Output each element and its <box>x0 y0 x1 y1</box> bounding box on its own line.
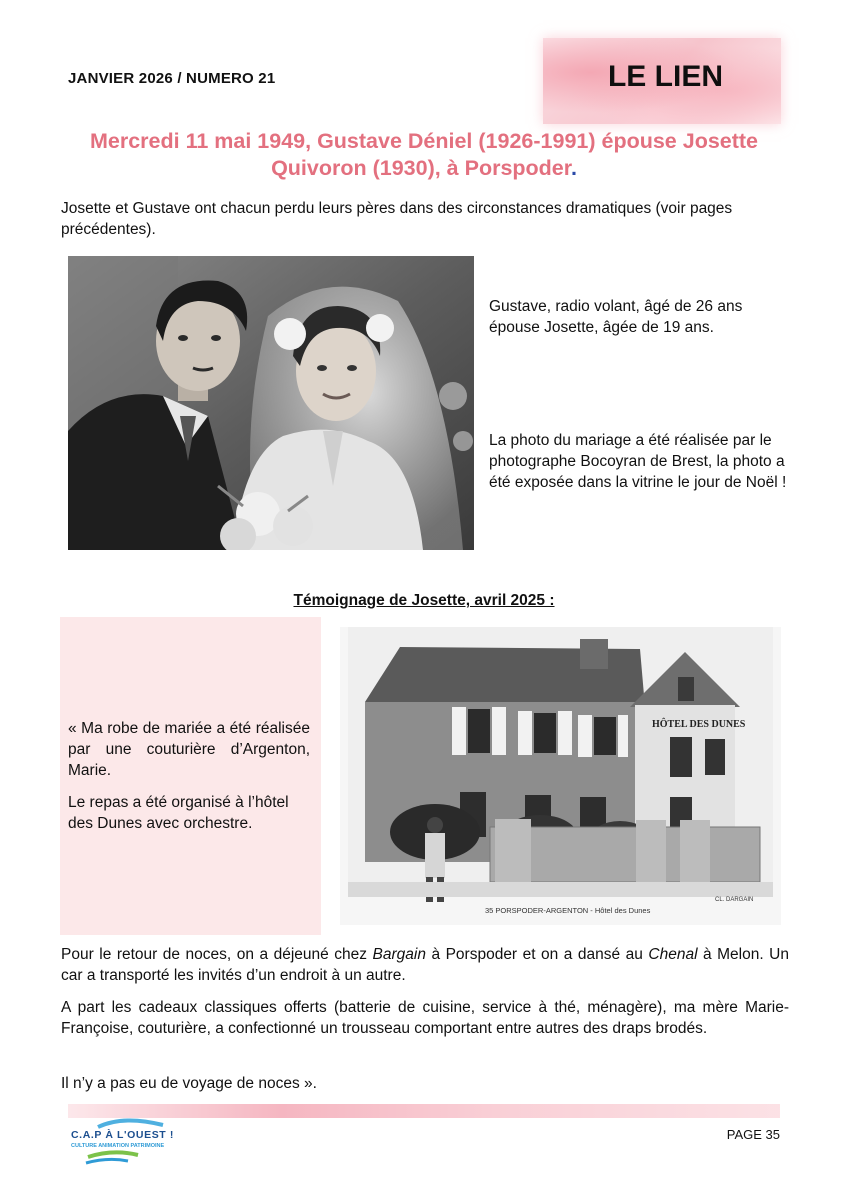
headline-line2: Quivoron (1930), à Porspoder <box>271 156 571 180</box>
paragraph-no-honeymoon: Il n’y a pas eu de voyage de noces ». <box>61 1075 317 1092</box>
testimony-title: Témoignage de Josette, avril 2025 : <box>293 592 555 609</box>
wedding-photo-illustration <box>68 256 474 550</box>
p1-chenal: Chenal <box>648 946 698 963</box>
footer-band <box>68 1104 780 1118</box>
paragraph-gifts: A part les cadeaux classiques offerts (batterie de cuisine, service à thé, ménagère), ma mère Marie-Françoise, couturière, a confectionné un trousseau comportant entre autres des draps brodés. <box>61 999 789 1037</box>
newsletter-title: LE LIEN <box>607 60 723 93</box>
quote-meal: Le repas a été organisé à l’hôtel des Dunes avec orchestre. <box>68 794 289 832</box>
headline-line1: Mercredi 11 mai 1949, Gustave Déniel (1926-1991) épouse Josette <box>89 129 759 153</box>
photo-caption-photographer: La photo du mariage a été réalisée par le photographe Bocoyran de Brest, la photo a été exposée dans la vitrine le jour de Noël ! <box>489 432 787 491</box>
intro-paragraph: Josette et Gustave ont chacun perdu leurs pères dans des circonstances dramatiques (voir pages précédentes). <box>61 200 733 238</box>
cap-logo <box>68 1117 178 1169</box>
p1-text-a: Pour le retour de noces, on a déjeuné chez <box>61 946 373 963</box>
headline-dot: . <box>570 156 577 180</box>
quote-dress: « Ma robe de mariée a été réalisée par une couturière d’Argenton, Marie. <box>68 720 310 779</box>
logo-subtitle: CULTURE ANIMATION PATRIMOINE <box>71 1143 165 1149</box>
p1-text-b: à Porspoder et on a dansé au <box>425 946 649 963</box>
hotel-sign: HÔTEL DES DUNES <box>652 719 746 730</box>
hotel-postcard <box>340 627 781 925</box>
postcard-caption: 35 PORSPODER-ARGENTON - Hôtel des Dunes <box>485 906 651 915</box>
paragraph-return <box>61 944 789 986</box>
p1-bargain: Bargain <box>372 946 426 963</box>
newsletter-banner <box>543 38 781 124</box>
logo-text: C.A.P À L'OUEST ! <box>71 1129 174 1141</box>
page-number: PAGE 35 <box>726 1127 780 1142</box>
article-headline <box>40 128 808 182</box>
issue-label: JANVIER 2026 / NUMERO 21 <box>68 70 276 87</box>
wedding-photo <box>68 256 474 550</box>
photo-caption-ages: Gustave, radio volant, âgé de 26 ans épouse Josette, âgée de 19 ans. <box>489 298 743 336</box>
p1-text-c: à Melon. Un car a transporté les invités d’un endroit à un autre. <box>61 946 789 984</box>
postcard-credit: CL. DARGAIN <box>715 897 754 903</box>
hotel-postcard-illustration <box>340 627 781 925</box>
